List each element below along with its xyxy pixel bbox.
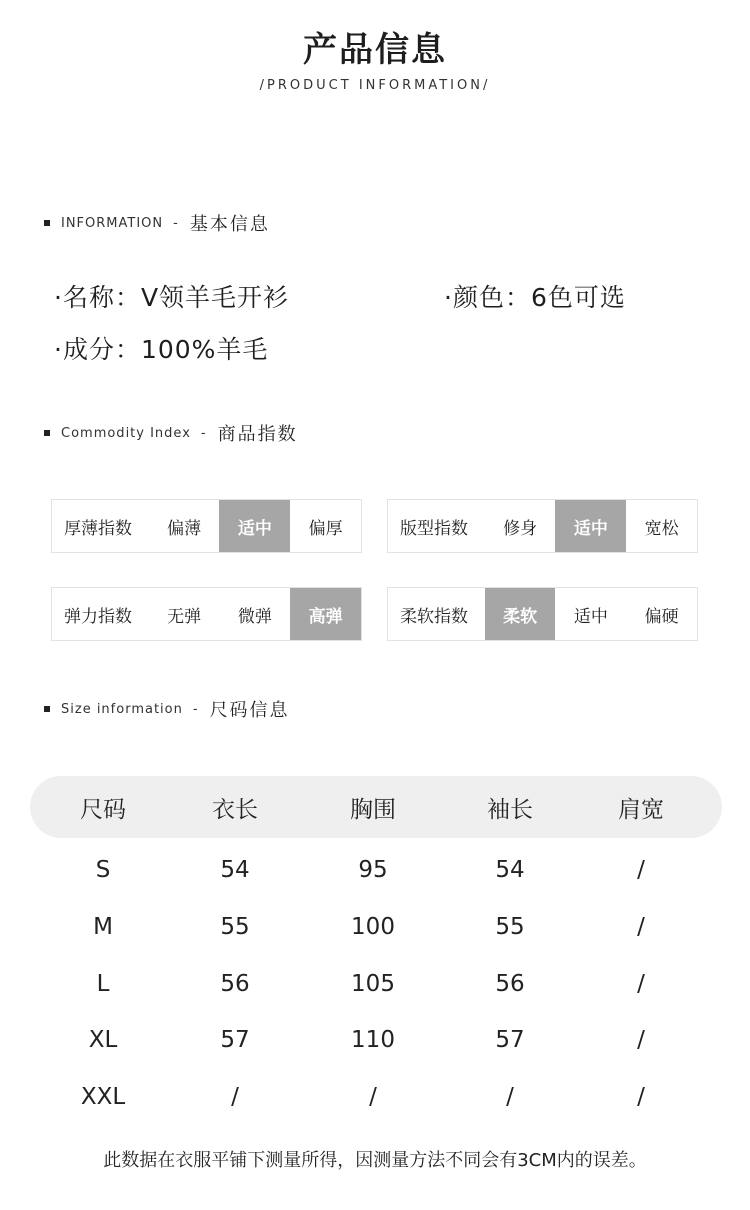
index-option: 偏硬 bbox=[644, 606, 679, 627]
table-cell: 57 bbox=[495, 1027, 525, 1053]
index-option: 宽松 bbox=[644, 518, 679, 539]
table-cell: 95 bbox=[358, 857, 388, 883]
index-box-thickness bbox=[51, 499, 362, 553]
table-row bbox=[30, 964, 722, 1004]
section-label-en: Size information bbox=[61, 701, 183, 717]
table-cell: L bbox=[96, 971, 110, 997]
product-name: ·名称：V领羊毛开衫 bbox=[54, 283, 290, 312]
section-label-en: Commodity Index bbox=[61, 425, 191, 441]
section-label-cn: 商品指数 bbox=[217, 424, 298, 445]
table-cell: S bbox=[95, 857, 111, 883]
measurement-note: 此数据在衣服平铺下测量所得，因测量方法不同会有3CM内的误差。 bbox=[103, 1150, 647, 1171]
table-cell: / bbox=[506, 1084, 514, 1110]
table-cell: / bbox=[637, 857, 645, 883]
table-cell: 100 bbox=[351, 914, 395, 940]
table-cell: / bbox=[637, 1084, 645, 1110]
index-option-selected: 适中 bbox=[555, 500, 626, 552]
section-header-size-info bbox=[44, 697, 290, 721]
index-option-selected: 高弹 bbox=[290, 588, 361, 640]
table-cell: 105 bbox=[351, 971, 395, 997]
table-row bbox=[30, 907, 722, 947]
index-option: 无弹 bbox=[167, 606, 202, 627]
square-bullet-icon bbox=[44, 706, 50, 712]
index-label: 版型指数 bbox=[400, 518, 468, 539]
section-separator: - bbox=[173, 215, 178, 231]
table-row bbox=[30, 1077, 722, 1117]
table-row bbox=[30, 850, 722, 890]
index-box-softness bbox=[387, 587, 698, 641]
table-cell: XL bbox=[88, 1027, 118, 1053]
table-cell: 56 bbox=[495, 971, 525, 997]
section-header-basic-info bbox=[44, 211, 270, 235]
index-option: 适中 bbox=[573, 606, 608, 627]
index-label: 弹力指数 bbox=[64, 606, 132, 627]
column-header: 衣长 bbox=[212, 796, 258, 823]
table-cell: 57 bbox=[220, 1027, 250, 1053]
column-header: 袖长 bbox=[487, 796, 533, 823]
page-title: 产品信息 bbox=[303, 30, 447, 70]
table-cell: / bbox=[369, 1084, 377, 1110]
index-option-selected: 适中 bbox=[219, 500, 290, 552]
index-box-fit bbox=[387, 499, 698, 553]
square-bullet-icon bbox=[44, 430, 50, 436]
table-cell: 55 bbox=[495, 914, 525, 940]
table-cell: 55 bbox=[220, 914, 250, 940]
column-header: 肩宽 bbox=[618, 796, 664, 823]
square-bullet-icon bbox=[44, 220, 50, 226]
section-label-en: INFORMATION bbox=[61, 215, 164, 231]
table-row bbox=[30, 1020, 722, 1060]
index-option-selected: 柔软 bbox=[485, 588, 556, 640]
index-option: 偏厚 bbox=[308, 518, 343, 539]
product-material: ·成分：100%羊毛 bbox=[54, 335, 269, 364]
table-cell: / bbox=[637, 1027, 645, 1053]
table-cell: M bbox=[93, 914, 113, 940]
page-subtitle: /PRODUCT INFORMATION/ bbox=[259, 78, 491, 93]
section-separator: - bbox=[200, 425, 206, 441]
column-header: 尺码 bbox=[80, 796, 126, 823]
section-separator: - bbox=[192, 701, 198, 717]
table-cell: / bbox=[637, 914, 645, 940]
index-box-elasticity bbox=[51, 587, 362, 641]
table-cell: 54 bbox=[495, 857, 525, 883]
table-cell: 54 bbox=[220, 857, 250, 883]
index-label: 厚薄指数 bbox=[64, 518, 132, 539]
table-cell: / bbox=[231, 1084, 239, 1110]
table-cell: / bbox=[637, 971, 645, 997]
size-table-header bbox=[30, 776, 722, 838]
section-label-cn: 基本信息 bbox=[189, 214, 270, 235]
product-color: ·颜色：6色可选 bbox=[444, 283, 626, 312]
table-cell: XXL bbox=[80, 1084, 126, 1110]
index-option: 微弹 bbox=[237, 606, 272, 627]
table-cell: 56 bbox=[220, 971, 250, 997]
index-label: 柔软指数 bbox=[400, 606, 468, 627]
section-label-cn: 尺码信息 bbox=[209, 700, 290, 721]
column-header: 胸围 bbox=[350, 796, 396, 823]
index-option: 偏薄 bbox=[167, 518, 202, 539]
index-option: 修身 bbox=[503, 518, 538, 539]
section-header-commodity-index bbox=[44, 421, 298, 445]
table-cell: 110 bbox=[351, 1027, 395, 1053]
